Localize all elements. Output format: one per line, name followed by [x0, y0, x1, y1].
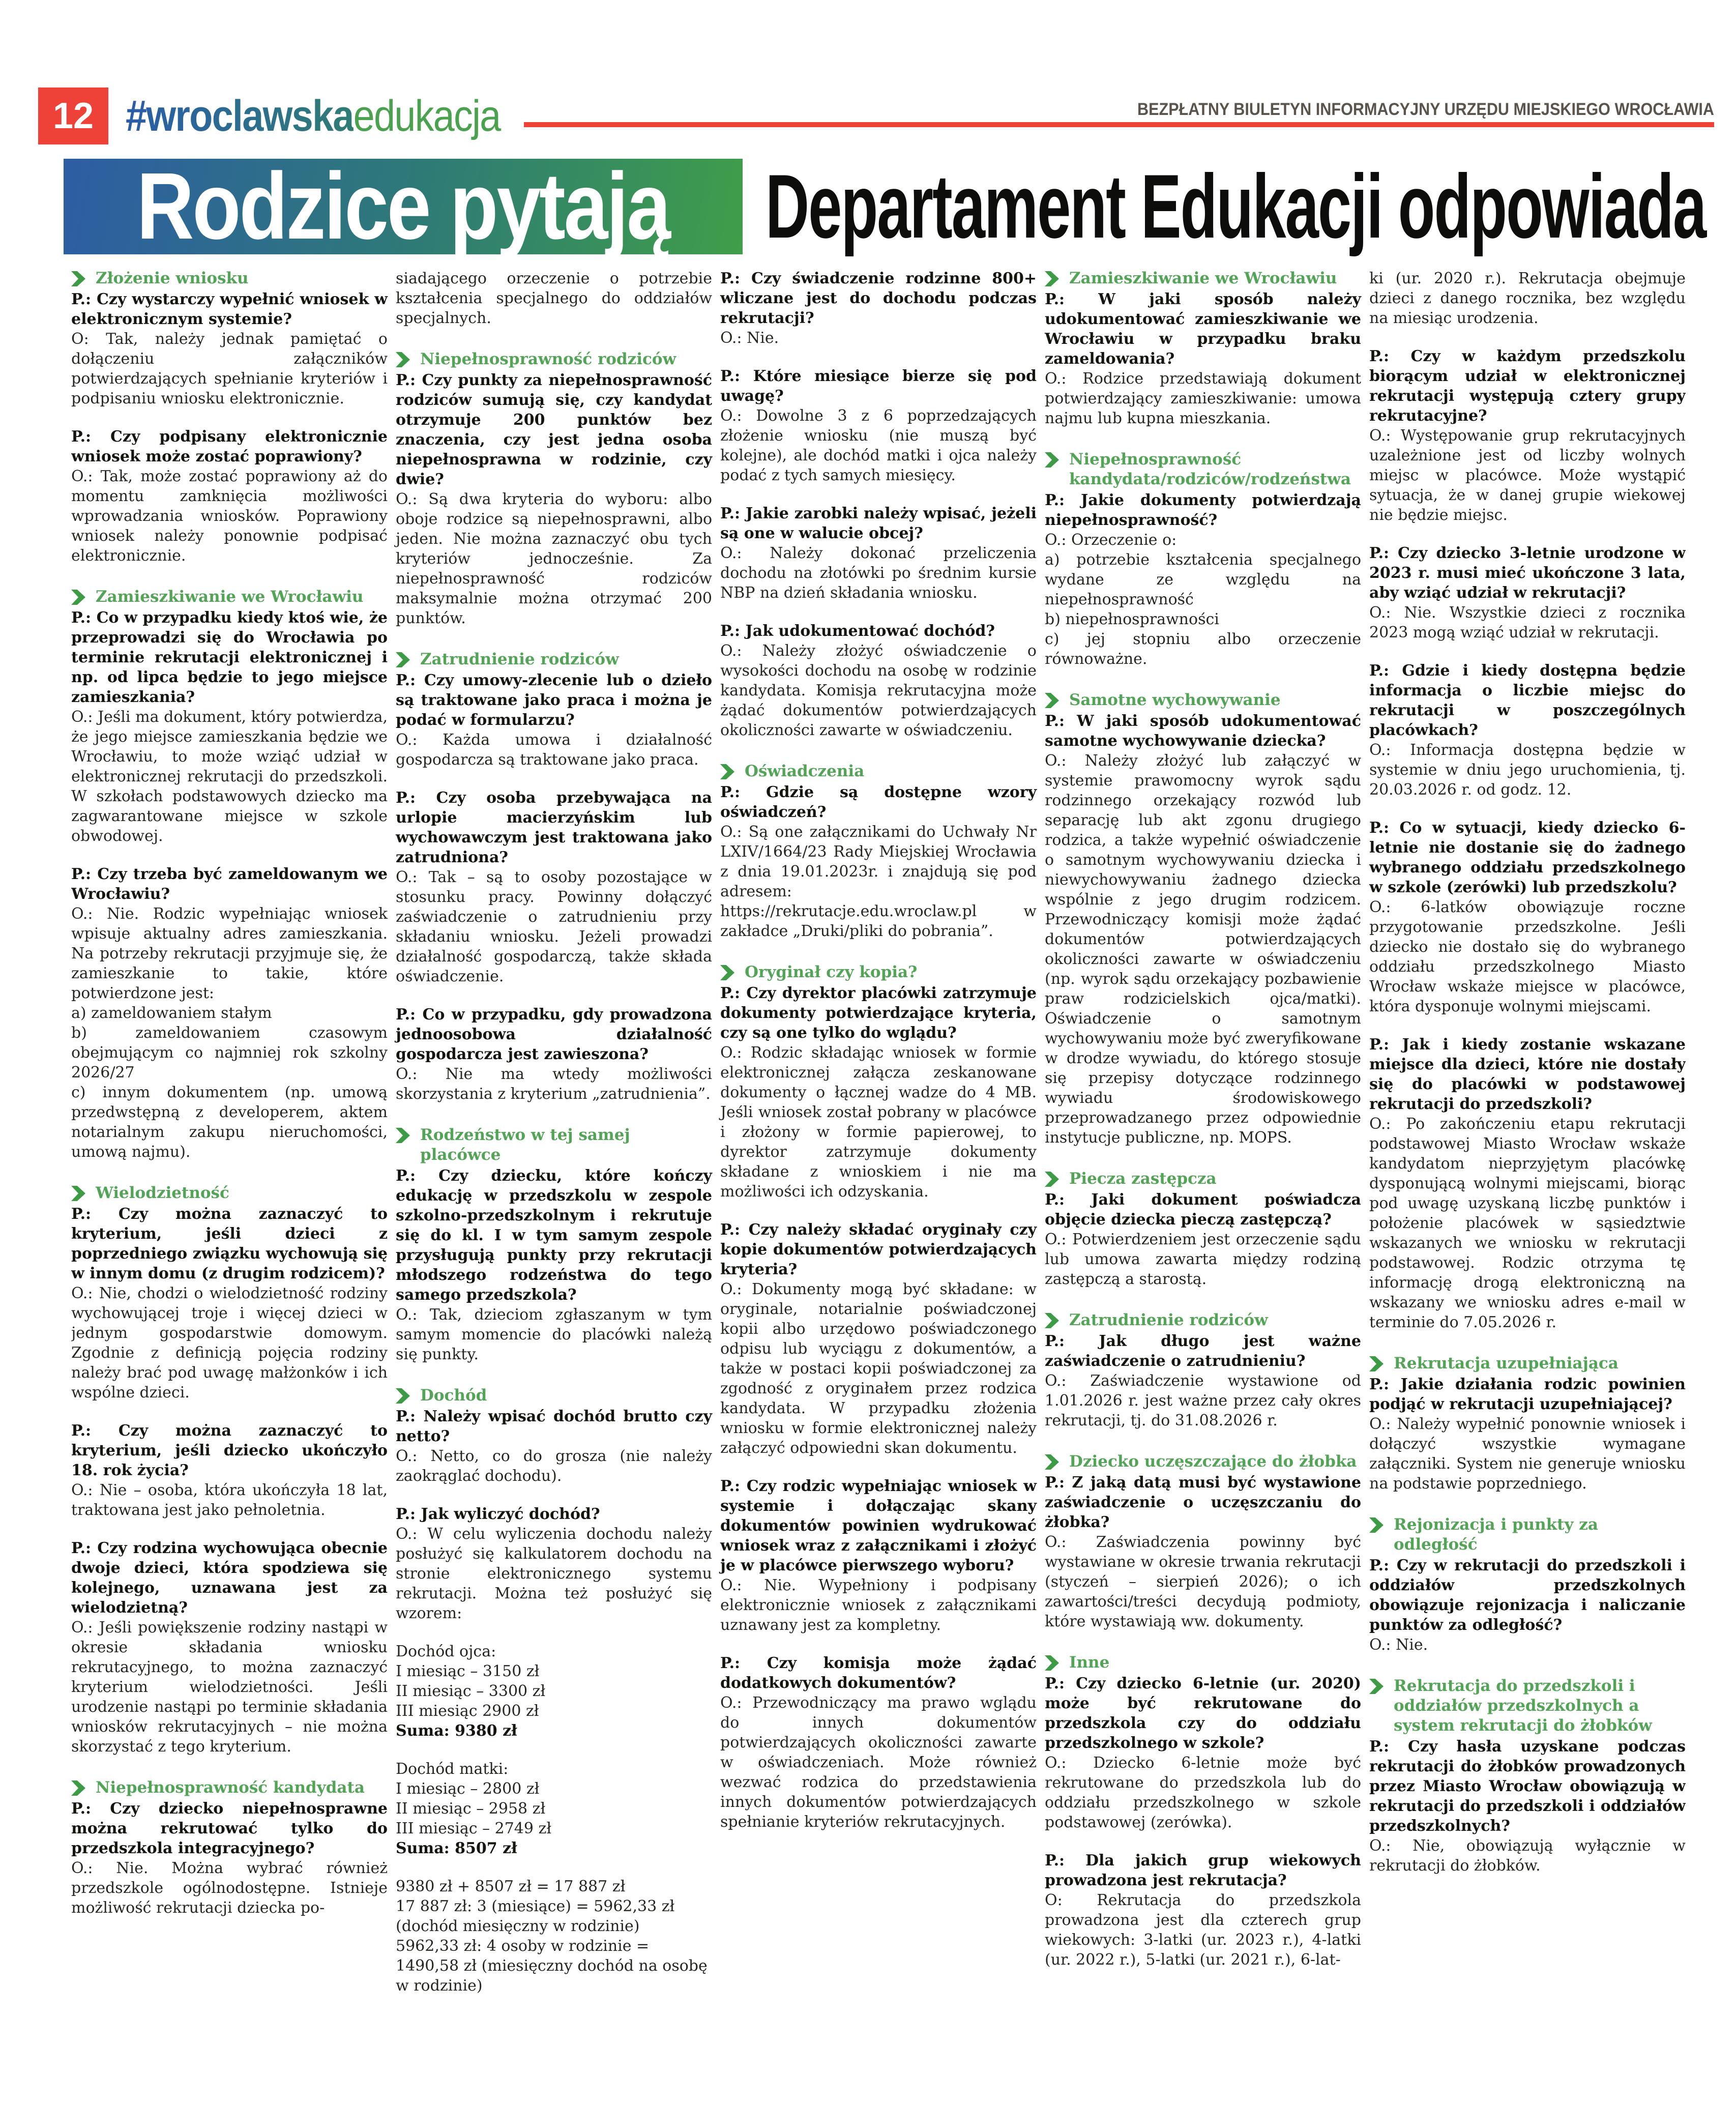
question: P.: Czy dziecko 3-letnie urodzone w 2023 r. musi mieć ukończone 3 lata, aby wziąć udział w rekrutacji? — [1369, 544, 1686, 602]
section-title: Zamieszkiwanie we Wrocławiu — [1069, 269, 1337, 287]
answer: siadającego orzeczenie o potrzebie kształcenia specjalnego do oddziałów specjalnych. — [396, 270, 712, 327]
answer: O.: Występowanie grup rekrutacyjnych uzależnione jest od liczby wolnych miejsc w placówce. Może wystąpić sytuacja, że w danej grupie wiekowej nie będzie miejsc. — [1369, 427, 1686, 524]
question: P.: Jak i kiedy zostanie wskazane miejsce dla dzieci, które nie dostały się do placówki w podstawowej rekrutacji do przedszkoli? — [1369, 1036, 1686, 1113]
answer: O.: Potwierdzeniem jest orzeczenie sądu lub umowa zawarta między rodziną zastępczą a starostą. — [1045, 1231, 1361, 1288]
question: P.: Które miesiące bierze się pod uwagę? — [720, 367, 1037, 405]
answer: O.: Należy dokonać przeliczenia dochodu na złotówki po średnim kursie NBP na dzień składania wniosku. — [720, 544, 1037, 602]
chevron-right-icon — [396, 1128, 410, 1143]
answer: O.: Zaświadczenia powinny być wystawiane w okresie trwania rekrutacji (styczeń – sierpień 2026); o ich zawartości/treści decydują podmioty, które wystawiają ww. dokumenty. — [1045, 1533, 1361, 1630]
question: P.: Co w przypadku kiedy ktoś wie, że przeprowadzi się do Wrocławia po terminie rekrutacji elektronicznej i np. od lipca będzie to jego miejsce zamieszkania? — [71, 609, 388, 706]
brand-logo — [126, 87, 500, 144]
answer: O.: Każda umowa i działalność gospodarcza są traktowane jako praca. — [396, 731, 712, 769]
answer: O.: Należy wypełnić ponownie wniosek i dołączyć wszystkie wymagane załączniki. System nie generuje wniosku na podstawie poprzedniego. — [1369, 1415, 1686, 1493]
answer: O.: Dokumenty mogą być składane: w oryginale, notarialnie poświadczonej kopii albo urzędowo poświadczonego odpisu lub wyciągu z dokumentów, a także w postaci kopii poświadczonej za zgodność z oryginałem przez rodzica kandydata. W przypadku złożenia wniosku w formie elektronicznej należy załączyć odpowiedni skan dokumentu. — [720, 1280, 1037, 1457]
section-header — [720, 962, 1037, 982]
question: P.: Z jaką datą musi być wystawione zaświadczenie o uczęszczaniu do żłobka? — [1045, 1474, 1361, 1531]
section-title: Niepełnosprawność rodziców — [420, 350, 676, 368]
answer: O.: W celu wyliczenia dochodu należy posłużyć się kalkulatorem dochodu na stronie elektronicznego systemu rekrutacji. Można też posłużyć się wzorem: — [396, 1525, 712, 1622]
answer: O.: Rodzic składając wniosek w formie elektronicznej załącza zeskanowane dokumenty o łącznej wadze do 4 MB. Jeśli wniosek został pobrany w placówce i złożony w formie papierowej, to dyrektor zatrzymuje dokumenty składane z wnioskiem i nie ma możliwości ich odzyskania. — [720, 1044, 1037, 1201]
column — [1045, 269, 1361, 2062]
section-title: Oświadczenia — [745, 762, 865, 780]
chevron-right-icon — [1045, 452, 1059, 468]
question: P.: Czy punkty za niepełnosprawność rodziców sumują się, czy kandydat otrzymuje 200 punktów bez znaczenia, czy jest jedna osoba niepełnosprawna w rodzinie, czy dwie? — [396, 371, 712, 488]
answer: O.: Dziecko 6-letnie może być rekrutowane do przedszkola lub do oddziału przedszkolnego w szkole podstawowej (zerówka). — [1045, 1754, 1361, 1831]
question: P.: Dla jakich grup wiekowych prowadzona jest rekrutacja? — [1045, 1852, 1361, 1889]
answer: O.: Należy złożyć lub załączyć w systemie prawomocny wyrok sądu rodzinnego orzekający rozwód lub separację lub akt zgonu drugiego rodzica, a także wypełnić oświadczenie o samotnym wychowywaniu dziecka i niewychowywaniu żadnego dziecka wspólnie z jego drugim rodzicem. Przewodniczący komisji może żądać dokumentów potwierdzających okoliczności zawarte w oświadczeniu (np. wyrok sądu orzekający pozbawienie praw rodzicielskich ojca/matki). Oświadczenie o samotnym wychowywaniu może być zweryfikowane w drodze wywiadu, do którego stosuje się przepisy dotyczące rodzinnego wywiadu środowiskowego przeprowadzanego przez odpowiednie instytucje publiczne, np. MOPS. — [1045, 752, 1361, 1147]
question: P.: Czy podpisany elektronicznie wniosek może zostać poprawiony? — [71, 428, 388, 465]
question: P.: Czy dyrektor placówki zatrzymuje dokumenty potwierdzające kryteria, czy są one tylko do wglądu? — [720, 984, 1037, 1042]
answer: O.: Nie ma wtedy możliwości skorzystania z kryterium „zatrudnienia”. — [396, 1065, 712, 1103]
answer: O.: 6-latków obowiązuje roczne przygotowanie przedszkolne. Jeśli dziecko nie dostało się do wybranego oddziału przedszkolnego Miasto Wrocław wskaże miejsce w placówce, która dysponuje wolnymi miejscami. — [1369, 898, 1686, 1015]
question: P.: Czy umowy-zlecenie lub o dzieło są traktowane jako praca i można je podać w formularzu? — [396, 671, 712, 729]
income-calc-lines: Dochód ojca: I miesiąc – 3150 zł II miesiąc – 3300 zł III miesiąc 2900 zł — [396, 1643, 546, 1720]
chevron-right-icon — [71, 1186, 85, 1201]
section-header — [1045, 1452, 1361, 1472]
chevron-right-icon — [71, 271, 85, 286]
answer: O.: Nie. Wszystkie dzieci z rocznika 2023 mogą wziąć udział w rekrutacji. — [1369, 604, 1686, 641]
question: P.: Czy rodzina wychowująca obecnie dwoje dzieci, która spodziewa się kolejnego, uznawana jest za wielodzietną? — [71, 1539, 388, 1617]
answer: O.: Nie. Wypełniony i podpisany elektronicznie wniosek z załącznikami uznawany jest za kompletny. — [720, 1576, 1037, 1634]
section-title: Rejonizacja i punkty za odległość — [1394, 1515, 1598, 1554]
answer: O.: Nie, chodzi o wielodzietność rodziny wychowującej troje i więcej dzieci w jednym gospodarstwie domowym. Zgodnie z definicją pojęcia rodziny należy brać pod uwagę małżonków i ich wspólne dzieci. — [71, 1284, 388, 1401]
section-header — [1045, 1169, 1361, 1189]
section-header — [71, 1183, 388, 1203]
section-header — [396, 349, 712, 369]
question: P.: Czy komisja może żądać dodatkowych dokumentów? — [720, 1654, 1037, 1692]
title-left-box — [64, 154, 743, 259]
chevron-right-icon — [71, 590, 85, 605]
title-right-box — [766, 156, 1736, 257]
section-title: Piecza zastępcza — [1069, 1170, 1217, 1188]
chevron-right-icon — [1369, 1356, 1384, 1371]
chevron-right-icon — [1045, 1313, 1059, 1328]
answer: O.: Rodzice przedstawiają dokument potwierdzający zamieszkiwanie: umowa najmu lub kupna mieszkania. — [1045, 370, 1361, 427]
chevron-right-icon — [1369, 1679, 1384, 1694]
question: P.: Czy hasła uzyskane podczas rekrutacji do żłobków prowadzonych przez Miasto Wrocław obowiązują w rekrutacji do przedszkoli i oddziałów przedszkolnych? — [1369, 1738, 1686, 1835]
section-title: Wielodzietność — [96, 1184, 229, 1202]
answer: ki (ur. 2020 r.). Rekrutacja obejmuje dzieci z danego rocznika, bez względu na miesiąc urodzenia. — [1369, 270, 1686, 327]
section-title: Niepełnosprawność kandydata/rodziców/rodzeństwa — [1069, 450, 1351, 488]
question: P.: Czy należy składać oryginały czy kopie dokumentów potwierdzających kryteria? — [720, 1221, 1037, 1278]
column — [720, 269, 1037, 2062]
answer: O.: Nie. — [720, 329, 779, 347]
column — [396, 269, 712, 2062]
question: P.: W jaki sposób należy udokumentować zamieszkiwanie we Wrocławiu w przypadku braku zameldowania? — [1045, 290, 1361, 368]
answer: O: Rekrutacja do przedszkola prowadzona jest dla czterech grup wiekowych: 3-latki (ur. 2023 r.), 4-latki (ur. 2022 r.), 5-latki (ur. 2021 r.), 6-lat- — [1045, 1891, 1361, 1969]
section-title: Inne — [1069, 1653, 1110, 1672]
answer: O.: Przewodniczący ma prawo wglądu do innych dokumentów potwierdzających okoliczności zawarte w oświadczeniach. Może również wezwać rodzica do przedstawienia innych dokumentów potwierdzających spełnianie kryteriów rekrutacyjnych. — [720, 1694, 1037, 1831]
column — [71, 269, 388, 2062]
answer: O.: Są one załącznikami do Uchwały Nr LXIV/1664/23 Rady Miejskiej Wrocławia z dnia 19.01.2023r. i znajdują się pod adresem: https://rekrutacje.edu.wroclaw.pl w zakładce „Druki/pliki do pobrania”. — [720, 823, 1037, 940]
section-title: Zatrudnienie rodziców — [420, 650, 619, 668]
question: P.: Jaki dokument poświadcza objęcie dziecka pieczą zastępczą? — [1045, 1191, 1361, 1229]
chevron-right-icon — [1045, 1454, 1059, 1470]
answer: O.: Nie. Można wybrać również przedszkole ogólnodostępne. Istnieje możliwość rekrutacji dziecka po- — [71, 1859, 388, 1917]
section-title: Złożenie wniosku — [96, 269, 249, 287]
question: P.: Czy trzeba być zameldowanym we Wrocławiu? — [71, 865, 388, 903]
question: P.: Czy dziecku, które kończy edukację w przedszkolu w zespole szkolno-przedszkolnym i rekrutuje się do kl. I w tym samym zespole przysługują punkty przy rekrutacji młodszego rodzeństwa do tego samego przedszkola? — [396, 1167, 712, 1304]
question: P.: Gdzie są dostępne wzory oświadczeń? — [720, 783, 1037, 821]
section-header — [1369, 1515, 1686, 1555]
question: P.: Gdzie i kiedy dostępna będzie informacja o liczbie miejsc do rekrutacji w poszczególnych placówkach? — [1369, 662, 1686, 739]
question: P.: Jak wyliczyć dochód? — [396, 1505, 600, 1523]
income-sum: Suma: 9380 zł — [396, 1722, 517, 1740]
answer: O.: Są dwa kryteria do wyboru: albo oboje rodzice są niepełnosprawni, albo jeden. Nie można zaznaczyć obu tych kryteriów jednocześnie. Za niepełnosprawność rodziców maksymalnie można otrzymać 200 punktów. — [396, 490, 712, 627]
chevron-right-icon — [1045, 1172, 1059, 1187]
section-title: Rodzeństwo w tej samej placówce — [420, 1126, 630, 1164]
answer: O.: Tak, dzieciom zgłaszanym w tym samym momencie do placówki należą się punkty. — [396, 1306, 712, 1363]
question: P.: Czy wystarczy wypełnić wniosek w elektronicznym systemie? — [71, 290, 388, 328]
question: P.: Czy osoba przebywająca na urlopie macierzyńskim lub wychowawczym jest traktowana jako zatrudniona? — [396, 789, 712, 866]
section-header — [1045, 1310, 1361, 1330]
section-title: Zatrudnienie rodziców — [1069, 1311, 1268, 1329]
chevron-right-icon — [396, 352, 410, 367]
page-number-badge — [38, 87, 108, 144]
income-sum: Suma: 8507 zł — [396, 1839, 517, 1857]
section-header — [396, 1125, 712, 1165]
section-title: Dziecko uczęszczające do żłobka — [1069, 1452, 1357, 1471]
answer: O.: Nie, obowiązują wyłącznie w rekrutacji do żłobków. — [1369, 1837, 1686, 1875]
chevron-right-icon — [1369, 1517, 1384, 1533]
answer: O: Tak, należy jednak pamiętać o dołączeniu załączników potwierdzających spełnianie kryteriów i podpisaniu wniosku elektronicznie. — [71, 330, 388, 407]
question: P.: Co w sytuacji, kiedy dziecko 6-letnie nie dostanie się do żadnego wybranego oddziału przedszkolnego w szkole (zerówki) lub przedszkolu? — [1369, 819, 1686, 896]
question: P.: Jakie dokumenty potwierdzają niepełnosprawność? — [1045, 491, 1361, 529]
answer: O.: Netto, co do grosza (nie należy zaokrąglać dochodu). — [396, 1447, 712, 1485]
section-title: Niepełnosprawność kandydata — [96, 1778, 365, 1797]
chevron-right-icon — [720, 764, 734, 779]
income-calc-lines: 9380 zł + 8507 zł = 17 887 zł 17 887 zł: 3 (miesiące) = 5962,33 zł (dochód miesięczny w rodzinie) 5962,33 zł: 4 osoby w rodzinie = 1490,58 zł (miesięczny dochód na osobę w rodzinie) — [396, 1878, 708, 1995]
answer: O.: Dowolne 3 z 6 poprzedzających złożenie wniosku (nie muszą być kolejne), ale dochód matki i ojca należy podać z tych samych miesięcy. — [720, 407, 1037, 484]
qa-columns — [71, 269, 1686, 2062]
question: P.: Czy dziecko 6-letnie (ur. 2020) może być rekrutowane do przedszkola czy do oddziału przedszkolnego w szkole? — [1045, 1675, 1361, 1752]
section-header — [396, 1386, 712, 1406]
answer: O.: Jeśli powiększenie rodziny nastąpi w okresie składania wniosku rekrutacyjnego, to można zaznaczyć kryterium wielodzietności. Jeśli urodzenie nastąpi po terminie składania wniosków rekrutacyjnych – nie można skorzystać z tego kryterium. — [71, 1619, 388, 1756]
page-number: 12 — [52, 96, 94, 136]
answer: O.: Należy złożyć oświadczenie o wysokości dochodu na osobę w rodzinie kandydata. Komisja rekrutacyjna może żądać dokumentów potwierdzających okoliczności zawarte w oświadczeniu. — [720, 642, 1037, 739]
section-title: Rekrutacja uzupełniająca — [1394, 1354, 1619, 1372]
answer: O.: Informacja dostępna będzie w systemie w dniu jego uruchomienia, tj. 20.03.2026 r. od godz. 12. — [1369, 741, 1686, 799]
answer: O.: Nie. — [1369, 1636, 1428, 1654]
chevron-right-icon — [396, 1388, 410, 1404]
section-title: Oryginał czy kopia? — [745, 963, 918, 981]
answer: O.: Nie. Rodzic wypełniając wniosek wpisuje aktualny adres zamieszkania. Na potrzeby rekrutacji przyjmuje się, że zamieszkanie to takie, które potwierdzone jest: a) zameldowaniem stałym b) zameldowaniem czasowym obejmującym co najmniej rok szkolny 2026/27 c) innym dokumentem (np. umową przedwstępną z developerem, aktem notarialnym zakupu nieruchomości, umową najmu). — [71, 905, 388, 1161]
question: P.: W jaki sposób udokumentować samotne wychowywanie dziecka? — [1045, 712, 1361, 750]
answer: O.: Tak – są to osoby pozostające w stosunku pracy. Powinny dołączyć zaświadczenie o zatrudnieniu przy składaniu wniosku. Jeżeli prowadzi działalność gospodarczą, także składa oświadczenie. — [396, 868, 712, 985]
title-right: Departament Edukacji odpowiada — [766, 156, 1706, 257]
section-header — [71, 587, 388, 607]
question: P.: Czy świadczenie rodzinne 800+ wliczane jest do dochodu podczas rekrutacji? — [720, 270, 1037, 327]
section-header — [1369, 1676, 1686, 1736]
section-header — [1369, 1354, 1686, 1374]
chevron-right-icon — [396, 652, 410, 667]
chevron-right-icon — [71, 1780, 85, 1796]
question: P.: Czy można zaznaczyć to kryterium, jeśli dzieci z poprzedniego związku wychowują się w innym domu (z drugim rodzicem)? — [71, 1205, 388, 1282]
question: P.: Jak długo jest ważne zaświadczenie o zatrudnieniu? — [1045, 1332, 1361, 1370]
question: P.: Jak udokumentować dochód? — [720, 622, 995, 640]
chevron-right-icon — [1045, 271, 1059, 286]
answer: O.: Orzeczenie o: a) potrzebie kształcenia specjalnego wydane ze względu na niepełnosprawność b) niepełnosprawności c) jej stopniu albo orzeczenie równoważne. — [1045, 531, 1361, 668]
chevron-right-icon — [720, 965, 734, 980]
question: P.: Czy rodzic wypełniając wniosek w systemie i dołączając skany dokumentów powinien wydrukować wniosek wraz z załącznikami i złożyć je w placówce pierwszego wyboru? — [720, 1477, 1037, 1574]
question: P.: Należy wpisać dochód brutto czy netto? — [396, 1408, 712, 1445]
answer: O.: Zaświadczenie wystawione od 1.01.2026 r. jest ważne przez cały okres rekrutacji, tj. do 31.08.2026 r. — [1045, 1372, 1361, 1429]
income-calc-lines: Dochód matki: I miesiąc – 2800 zł II miesiąc – 2958 zł III miesiąc – 2749 zł — [396, 1760, 552, 1837]
section-header — [1045, 1653, 1361, 1673]
brand-logo-hash: #wroclawska — [126, 91, 354, 140]
question: P.: Jakie zarobki należy wpisać, jeżeli są one w walucie obcej? — [720, 505, 1037, 542]
section-header — [71, 1778, 388, 1798]
column — [1369, 269, 1686, 2062]
answer: O.: Tak, może zostać poprawiony aż do momentu zamknięcia możliwości wprowadzania wniosków. Poprawiony wniosek należy ponownie podpisać elektronicznie. — [71, 468, 388, 565]
section-title: Samotne wychowywanie — [1069, 691, 1281, 709]
section-header — [1045, 450, 1361, 489]
question: P.: Czy dziecko niepełnosprawne można rekrutować tylko do przedszkola integracyjnego? — [71, 1800, 388, 1857]
brand-logo-rest: edukacja — [353, 91, 501, 140]
section-header — [71, 269, 388, 288]
question: P.: Jakie działania rodzic powinien podjąć w rekrutacji uzupełniającej? — [1369, 1376, 1686, 1413]
section-title: Rekrutacja do przedszkoli i oddziałów przedszkolnych a system rekrutacji do żłobków — [1394, 1677, 1652, 1735]
section-header — [396, 650, 712, 669]
answer: O.: Po zakończeniu etapu rekrutacji podstawowej Miasto Wrocław wskaże kandydatom nieprzyjętym placówkę dysponującą wolnymi miejscami, biorąc pod uwagę uzyskaną liczbę punktów i położenie placówek w sąsiedztwie wskazanych we wniosku w rekrutacji podstawowej. Rodzic otrzyma tę informację drogą elektroniczną na wskazany we wniosku adres e-mail w terminie do 7.05.2026 r. — [1369, 1115, 1686, 1331]
section-header — [1045, 269, 1361, 288]
answer: O.: Jeśli ma dokument, który potwierdza, że jego miejsce zamieszkania będzie we Wrocławiu, to może wziąć udział w elektronicznej rekrutacji do przedszkoli. W szkołach podstawowych dziecko ma zagwarantowane miejsce w szkole obwodowej. — [71, 708, 388, 845]
section-header — [1045, 690, 1361, 710]
question: P.: Czy w każdym przedszkolu biorącym udział w elektronicznej rekrutacji występują cztery grupy rekrutacyjne? — [1369, 347, 1686, 425]
question: P.: Co w przypadku, gdy prowadzona jednoosobowa działalność gospodarcza jest zawieszona? — [396, 1006, 712, 1063]
section-title: Zamieszkiwanie we Wrocławiu — [96, 588, 364, 606]
masthead-divider — [524, 122, 1714, 127]
chevron-right-icon — [1045, 693, 1059, 708]
question: P.: Czy w rekrutacji do przedszkoli i oddziałów przedszkolnych obowiązuje rejonizacja i naliczanie punktów za odległość? — [1369, 1557, 1686, 1634]
answer: O.: Nie – osoba, która ukończyła 18 lat, traktowana jest jako pełnoletnia. — [71, 1481, 388, 1519]
section-title: Dochód — [420, 1386, 487, 1405]
section-header — [720, 762, 1037, 781]
title-banner — [64, 154, 1713, 259]
masthead-text: BEZPŁATNY BIULETYN INFORMACYJNY URZĘDU MIEJSKIEGO WROCŁAWIA — [1137, 100, 1714, 119]
chevron-right-icon — [1045, 1655, 1059, 1671]
question: P.: Czy można zaznaczyć to kryterium, jeśli dziecko ukończyło 18. rok życia? — [71, 1422, 388, 1479]
title-left: Rodzice pytają — [137, 154, 669, 259]
